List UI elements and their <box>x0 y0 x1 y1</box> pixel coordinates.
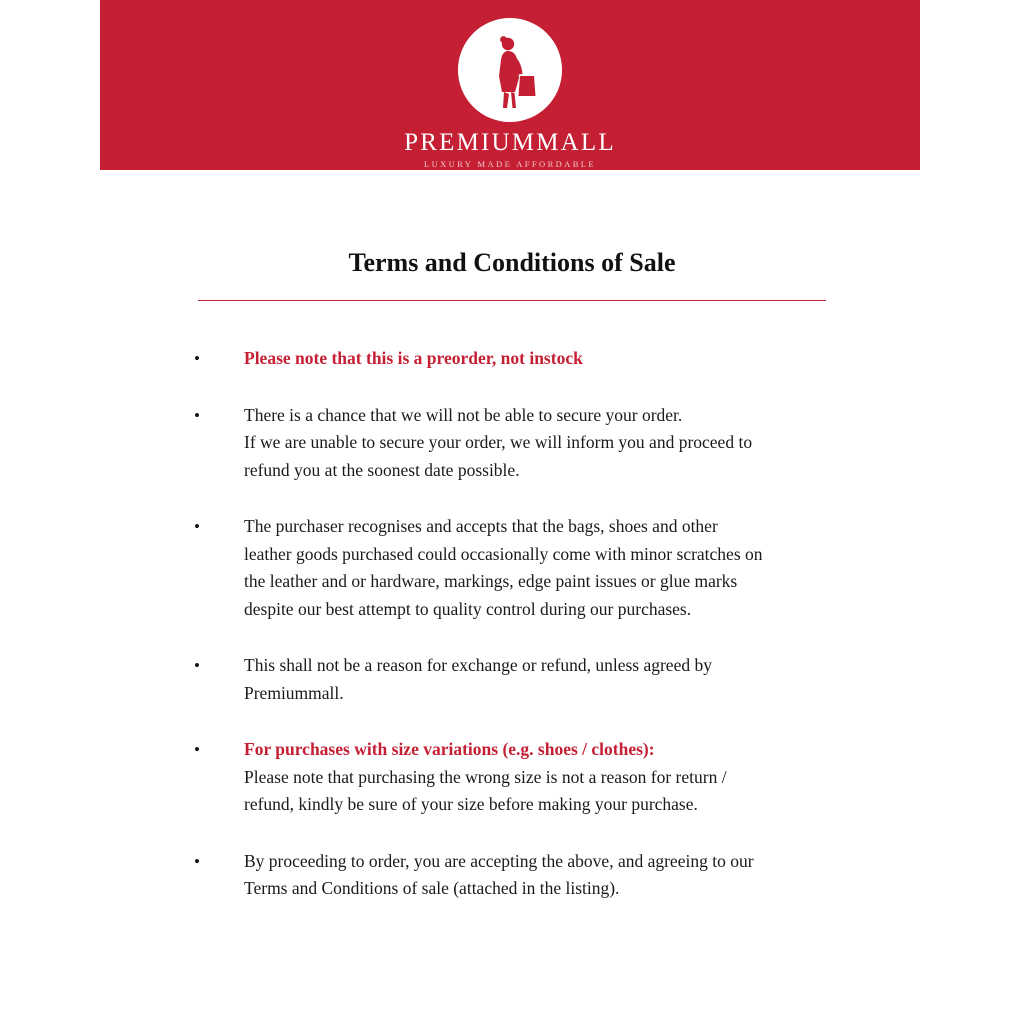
bullet-marker: • <box>194 349 200 368</box>
list-item-line: Terms and Conditions of sale (attached in the listing). <box>244 878 620 898</box>
list-item-text <box>244 513 850 623</box>
list-item-line: despite our best attempt to quality control during our purchases. <box>244 598 692 619</box>
list-item <box>190 513 850 623</box>
list-item-line: There is a chance that we will not be able to secure your order. <box>244 404 683 425</box>
bullet-marker: • <box>194 656 200 675</box>
brand-banner <box>100 0 920 170</box>
list-item <box>190 345 850 373</box>
list-item-line: refund, kindly be sure of your size before making your purchase. <box>244 794 698 814</box>
brand-name: PREMIUMMALL <box>404 129 616 156</box>
list-item-line: leather goods purchased could occasionally come with minor scratches on <box>244 543 763 564</box>
list-item-text <box>244 848 850 903</box>
bullet-marker: • <box>194 740 200 759</box>
list-item-line: the leather and or hardware, markings, edge paint issues or glue marks <box>244 571 738 591</box>
bullet-marker: • <box>194 851 200 871</box>
list-item-line: If we are unable to secure your order, we will inform you and proceed to <box>244 432 753 452</box>
list-item <box>190 402 850 485</box>
list-item-heading: For purchases with size variations (e.g. shoes / clothes): <box>244 739 655 759</box>
list-item-text <box>244 345 850 373</box>
title-divider <box>198 300 826 301</box>
list-item-line: The purchaser recognises and accepts that the bags, shoes and other <box>244 516 718 536</box>
list-item-line: refund you at the soonest date possible. <box>244 459 520 480</box>
list-item-text <box>244 652 850 707</box>
list-item-text <box>244 402 850 485</box>
list-item-line: This shall not be a reason for exchange or refund, unless agreed by <box>244 655 712 675</box>
list-item <box>190 652 850 707</box>
list-item <box>190 736 850 819</box>
list-item-line: Please note that this is a preorder, not instock <box>244 348 583 368</box>
list-item-line: Please note that purchasing the wrong size is not a reason for return / <box>244 766 727 787</box>
list-item-text <box>244 736 850 819</box>
woman-with-handbag-icon <box>458 18 562 122</box>
list-item <box>190 848 850 903</box>
list-item-line: By proceeding to order, you are accepting the above, and agreeing to our <box>244 850 754 871</box>
bullet-marker: • <box>194 405 200 425</box>
brand-tagline: LUXURY MADE AFFORDABLE <box>424 159 596 169</box>
logo-block <box>100 18 920 169</box>
page-title: Terms and Conditions of Sale <box>348 248 676 277</box>
bullet-marker: • <box>194 517 200 536</box>
list-item-line: Premiummall. <box>244 682 344 703</box>
terms-list <box>190 345 850 903</box>
